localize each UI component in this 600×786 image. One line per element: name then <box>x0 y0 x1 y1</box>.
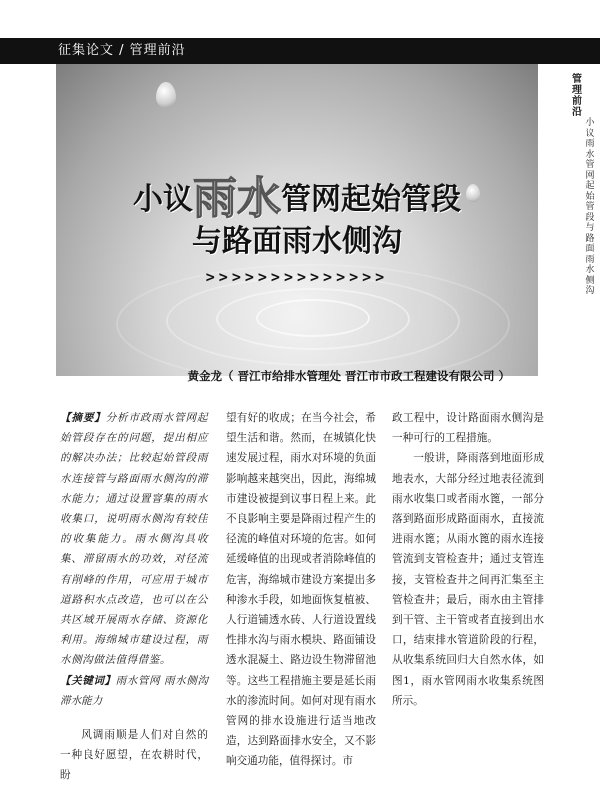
keywords <box>60 671 208 711</box>
column-3 <box>392 408 544 711</box>
abstract <box>60 408 208 671</box>
section-tag: 征集论文 / 管理前沿 <box>58 43 186 58</box>
author-line: 黄金龙（ 晋江市给排水管理处 晋江市市政工程建设有限公司 ） <box>187 369 510 383</box>
water-ripple <box>256 299 370 337</box>
sidebar-article-title: 小议雨水管网起始管段与路面雨水侧沟 <box>585 118 595 296</box>
title-suffix: 管网起始管段 <box>281 182 461 217</box>
column-1 <box>60 408 208 786</box>
column-2 <box>226 408 376 772</box>
body-paragraph: 政工程中，设计路面雨水侧沟是一种可行的工程措施。 <box>392 412 544 445</box>
sidebar-section-label: 管理前沿 <box>572 74 582 118</box>
article-title-line-2: 与路面雨水侧沟 <box>192 224 402 259</box>
title-prefix: 小议 <box>133 182 193 217</box>
abstract-label: 【摘要】 <box>60 412 106 424</box>
title-arrows: >>>>>>>>>>>>>> <box>205 268 389 286</box>
body-paragraph: 风调雨顺是人们对自然的一种良好愿望，在农耕时代，盼 <box>60 729 208 782</box>
body-paragraph: 一般讲，降雨落到地面形成地表水，大部分经过地表径流到雨水收集口或者雨水篦，一部分落到路面形成路面雨水，直接流进雨水篦；从雨水篦的雨水连接管流到支管检查井；通过支管连接，支管检查井之间再汇集至主管检查井；最后，雨水由主管排到干管、主干管或者直接到出水口，结束排水管道阶段的行程，从收集系统回归大自然水体，如图1，雨水管网雨水收集系统图所示。 <box>392 452 544 707</box>
paragraph-spacer <box>60 711 208 725</box>
keywords-label: 【关键词】 <box>60 674 116 687</box>
body-paragraph: 望有好的收成；在当今社会，希望生活和谐。然而，在城镇化快速发展过程，雨水对环境的负面影响越来越突出，因此，海绵城市建设被提到议事日程上来。此不良影响主要是降雨过程产生的径流的峰值对环境的危害。如何延缓峰值的出现或者消除峰值的危害，海绵城市建设方案提出多种渗水手段，如地面恢复植被、人行道铺透水砖、人行道设置线性排水沟与雨水模块、路面铺设透水混凝土、路边设生物滞留池等。这些工程措施主要是延长雨水的渗流时间。如何对现有雨水管网的排水设施进行适当地改造，达到路面排水安全，又不影响交通功能，值得探讨。市 <box>226 412 376 768</box>
keywords-text: 雨水管网 雨水侧沟 滞水能力 <box>60 674 208 707</box>
water-drop-icon <box>156 82 176 108</box>
abstract-text: 分析市政雨水管网起始管段存在的问题，提出相应的解决办法；比较起始管段雨水连接管与路面雨水侧沟的滞水能力；通过设置窨集的雨水收集口，说明雨水侧沟有较佳的收集能力。雨水侧沟具收集、滞留雨水的功效，对径流有削峰的作用，可应用于城市道路积水点改造，也可以在公共区域开展雨水存储、资源化利用。海绵城市建设过程，雨水侧沟做法值得借鉴。 <box>60 412 209 667</box>
title-highlight: 雨水 <box>193 173 281 224</box>
hero-image <box>56 64 538 376</box>
